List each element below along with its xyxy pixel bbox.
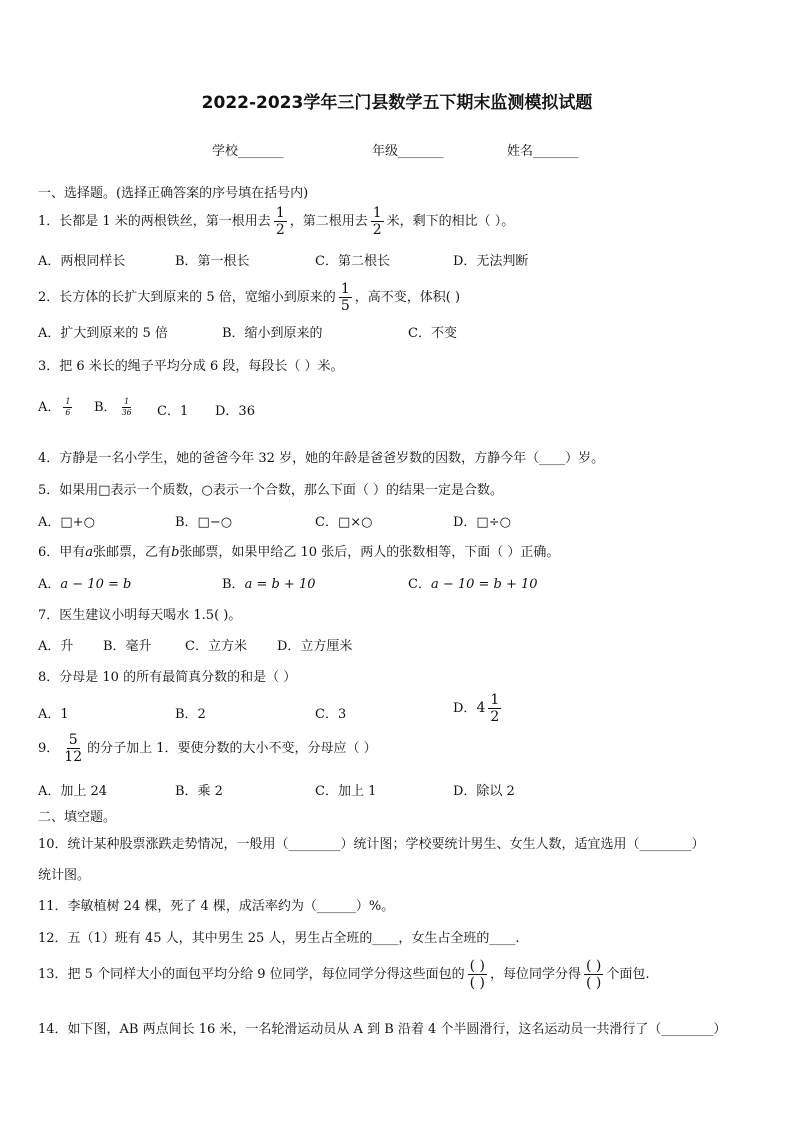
option-d[interactable]: D．□÷○ bbox=[453, 515, 511, 530]
fraction: $\frac{1}{5}$ bbox=[340, 281, 350, 314]
option-a[interactable]: A．a − 10 = b bbox=[38, 577, 132, 592]
option-a[interactable]: A．1 bbox=[38, 707, 69, 722]
fraction: $\frac{1}{36}$ bbox=[121, 397, 132, 417]
section-1-heading: 一、选择题。(选择正确答案的序号填在括号内) bbox=[38, 186, 309, 201]
blank-fraction[interactable]: $\frac{( )}{( )}$ bbox=[469, 958, 485, 991]
question-5: 5．如果用□表示一个质数，○表示一个合数，那么下面（ ）的结果一定是合数。 bbox=[38, 483, 504, 498]
question-13: 13．把 5 个同样大小的面包平均分给 9 位同学，每位同学分得这些面包的 $\frac{( )}{( )}$ ，每位同学分得 $\frac{( )}{( )}$ 个面包. bbox=[38, 958, 650, 991]
fraction: $\frac{5}{12}$ bbox=[64, 732, 83, 765]
question-7: 7．医生建议小明每天喝水 1.5( )。 bbox=[38, 608, 242, 623]
option-b[interactable]: B．乘 2 bbox=[175, 784, 223, 799]
question-2: 2．长方体的长扩大到原来的 5 倍，宽缩小到原来的 $\frac{1}{5}$ ，高不变，体积( ) bbox=[38, 281, 461, 314]
section-2-heading: 二、填空题。 bbox=[38, 810, 117, 825]
fraction: $\frac{1}{6}$ bbox=[65, 397, 71, 417]
option-a[interactable]: A．加上 24 bbox=[38, 784, 108, 799]
option-a[interactable]: A．□+○ bbox=[38, 515, 95, 530]
option-d[interactable]: D．36 bbox=[215, 404, 255, 419]
option-b[interactable]: B． $\frac{1}{36}$ bbox=[94, 397, 132, 417]
question-3: 3．把 6 米长的绳子平均分成 6 段，每段长（ ）米。 bbox=[38, 359, 344, 374]
option-b[interactable]: B．第一根长 bbox=[175, 254, 250, 269]
option-c[interactable]: C．不变 bbox=[408, 326, 457, 341]
option-a[interactable]: A．升 bbox=[38, 639, 74, 654]
option-d[interactable]: D．立方厘米 bbox=[277, 639, 353, 654]
fraction: $\frac{1}{2}$ bbox=[275, 205, 285, 238]
name-field[interactable]: 姓名_______ bbox=[507, 144, 579, 159]
option-b[interactable]: B．a = b + 10 bbox=[222, 577, 316, 592]
option-a[interactable]: A．扩大到原来的 5 倍 bbox=[38, 326, 168, 341]
option-c[interactable]: C．□×○ bbox=[315, 515, 373, 530]
option-b[interactable]: B．缩小到原来的 bbox=[222, 326, 323, 341]
option-a[interactable]: A． $\frac{1}{6}$ bbox=[38, 397, 71, 417]
fraction: $\frac{1}{2}$ bbox=[372, 205, 382, 238]
fraction: $\frac{1}{2}$ bbox=[490, 692, 500, 725]
option-c[interactable]: C．1 bbox=[157, 404, 189, 419]
question-9: 9． $\frac{5}{12}$ 的分子加上 1．要使分数的大小不变，分母应（ ） bbox=[38, 732, 377, 765]
option-c[interactable]: C．立方米 bbox=[185, 639, 247, 654]
option-b[interactable]: B．□−○ bbox=[175, 515, 233, 530]
question-11: 11．李敏植树 24 棵，死了 4 棵，成活率约为（______）%。 bbox=[38, 899, 395, 914]
question-14: 14．如下图，AB 两点间长 16 米，一名轮滑运动员从 A 到 B 沿着 4 个半圆滑行，这名运动员一共滑行了（________） bbox=[38, 1022, 727, 1037]
option-d[interactable]: D．除以 2 bbox=[453, 784, 515, 799]
question-12: 12．五（1）班有 45 人，其中男生 25 人，男生占全班的____，女生占全班的____. bbox=[38, 931, 520, 946]
blank-fraction[interactable]: $\frac{( )}{( )}$ bbox=[586, 958, 602, 991]
option-d[interactable]: D．无法判断 bbox=[453, 254, 529, 269]
option-c[interactable]: C．第二根长 bbox=[315, 254, 390, 269]
school-field[interactable]: 学校_______ bbox=[212, 144, 284, 159]
option-d[interactable]: D．4 $\frac{1}{2}$ bbox=[453, 692, 500, 725]
question-10-cont: 统计图。 bbox=[38, 868, 91, 883]
option-c[interactable]: C．加上 1 bbox=[315, 784, 377, 799]
grade-field[interactable]: 年级_______ bbox=[372, 144, 444, 159]
question-1: 1．长都是 1 米的两根铁丝，第一根用去 $\frac{1}{2}$ ，第二根用去 $\frac{1}{2}$ 米，剩下的相比（ ）。 bbox=[38, 205, 515, 238]
page-title: 2022-2023学年三门县数学五下期末监测模拟试题 bbox=[201, 93, 593, 113]
question-10: 10．统计某种股票涨跌走势情况，一般用（________）统计图；学校要统计男生、女生人数，适宜选用（________） bbox=[38, 837, 705, 852]
option-c[interactable]: C．3 bbox=[315, 707, 347, 722]
question-8: 8．分母是 10 的所有最简真分数的和是（ ） bbox=[38, 670, 297, 685]
option-a[interactable]: A．两根同样长 bbox=[38, 254, 126, 269]
option-b[interactable]: B．2 bbox=[175, 707, 206, 722]
question-6: 6．甲有a张邮票，乙有b张邮票，如果甲给乙 10 张后，两人的张数相等，下面（ ）正确。 bbox=[38, 545, 560, 560]
option-b[interactable]: B．毫升 bbox=[103, 639, 152, 654]
option-c[interactable]: C．a − 10 = b + 10 bbox=[408, 577, 538, 592]
question-4: 4．方静是一名小学生，她的爸爸今年 32 岁，她的年龄是爸爸岁数的因数，方静今年（____）岁。 bbox=[38, 451, 605, 466]
